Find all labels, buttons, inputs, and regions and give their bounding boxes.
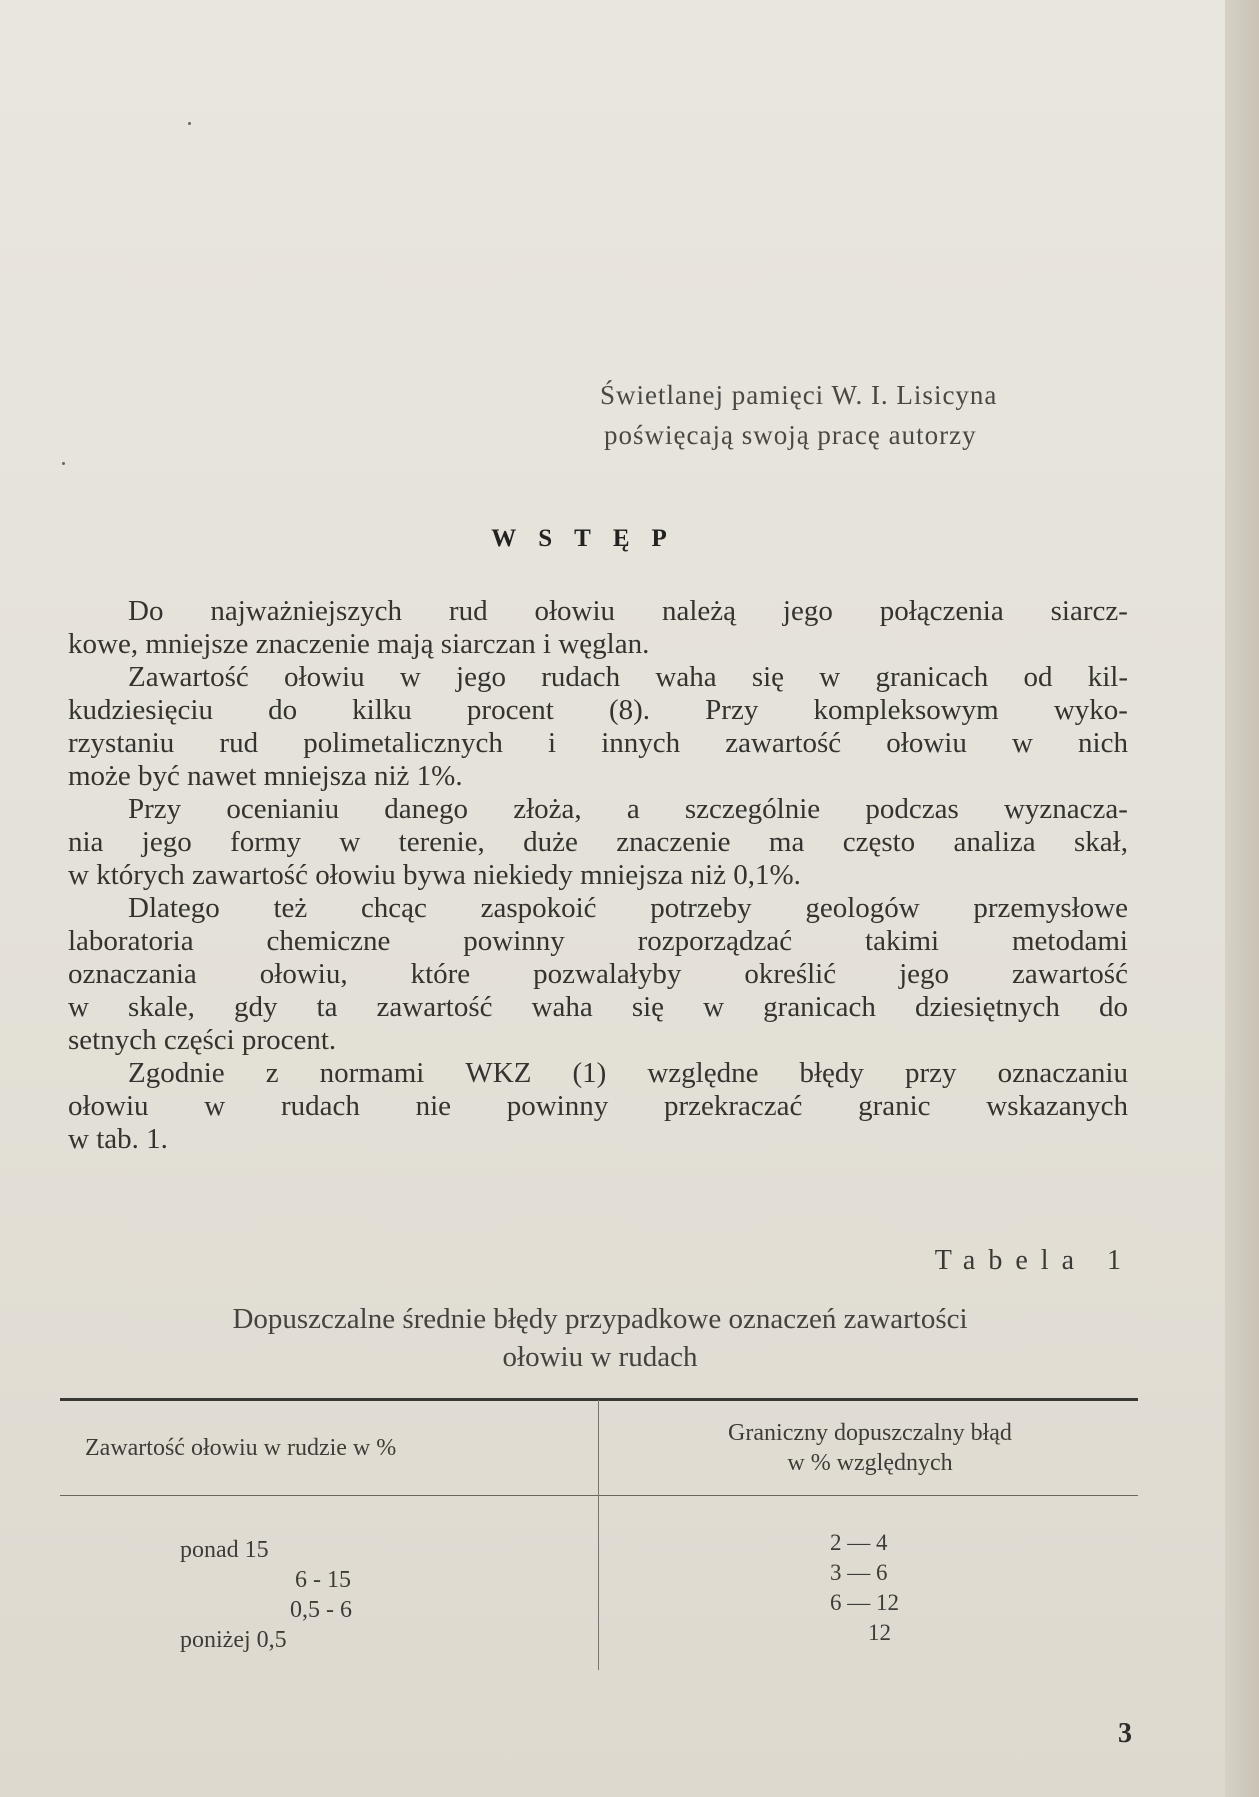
body-line: Dlatego też chcąc zaspokoić potrzeby geologów przemysłowe xyxy=(128,892,1128,924)
body-line: kowe, mniejsze znaczenie mają siarczan i węglan. xyxy=(68,628,650,660)
body-line: w skale, gdy ta zawartość waha się w granicach dziesiętnych do xyxy=(68,991,1128,1023)
table-column-header-line: w % względnych xyxy=(787,1450,953,1476)
table-cell: poniżej 0,5 xyxy=(180,1627,287,1653)
page-edge-shadow xyxy=(1225,0,1259,1797)
section-heading: WSTĘP xyxy=(491,525,689,552)
table-cell: 12 xyxy=(868,1620,891,1645)
paper-speck xyxy=(188,122,191,125)
paper-speck xyxy=(62,462,65,465)
table-error-column xyxy=(830,1528,899,1648)
body-line: nia jego formy w terenie, duże znaczenie ma często analiza skał, xyxy=(68,826,1128,858)
table-cell: 3 — 6 xyxy=(830,1560,888,1585)
table-cell: 6 - 15 xyxy=(295,1567,351,1593)
table-cell: 2 — 4 xyxy=(830,1530,888,1555)
body-line: Przy ocenianiu danego złoża, a szczególnie podczas wyznacza- xyxy=(128,793,1128,825)
body-line: w tab. 1. xyxy=(68,1123,168,1155)
table-cell: 0,5 - 6 xyxy=(290,1597,352,1623)
body-line: kudziesięciu do kilku procent (8). Przy kompleksowym wyko- xyxy=(68,694,1128,726)
body-text xyxy=(68,595,1128,1156)
body-line: ołowiu w rudach nie powinny przekraczać granic wskazanych xyxy=(68,1090,1128,1122)
body-line: w których zawartość ołowiu bywa niekiedy mniejsza niż 0,1%. xyxy=(68,859,801,891)
body-line: rzystaniu rud polimetalicznych i innych zawartość ołowiu w nich xyxy=(68,727,1128,759)
dedication-line: poświęcają swoją pracę autorzy xyxy=(604,420,977,450)
page-number: 3 xyxy=(1118,1718,1132,1749)
table-cell: ponad 15 xyxy=(180,1537,269,1563)
table-content-column xyxy=(180,1535,352,1655)
dedication xyxy=(600,375,1120,455)
body-line: Do najważniejszych rud ołowiu należą jego połączenia siarcz- xyxy=(128,595,1128,627)
table-cell: 6 — 12 xyxy=(830,1590,899,1615)
body-line: może być nawet mniejsza niż 1%. xyxy=(68,760,463,792)
body-line: oznaczania ołowiu, które pozwalałyby określić jego zawartość xyxy=(68,958,1128,990)
body-line: Zgodnie z normami WKZ (1) względne błędy przy oznaczaniu xyxy=(128,1057,1128,1089)
table-column-header-line: Graniczny dopuszczalny błąd xyxy=(728,1420,1012,1446)
table-column-divider xyxy=(598,1400,599,1670)
body-line: setnych części procent. xyxy=(68,1024,337,1056)
table-header-rule xyxy=(60,1495,1138,1496)
table-column-header xyxy=(610,1418,1130,1478)
dedication-line: Świetlanej pamięci W. I. Lisicyna xyxy=(600,380,998,410)
table-title xyxy=(60,1300,1140,1376)
body-line: Zawartość ołowiu w jego rudach waha się w granicach od kil- xyxy=(128,661,1128,693)
body-line: laboratoria chemiczne powinny rozporządzać takimi metodami xyxy=(68,925,1128,957)
table-title-line: ołowiu w rudach xyxy=(502,1341,698,1373)
table-title-line: Dopuszczalne średnie błędy przypadkowe oznaczeń zawartości xyxy=(232,1303,968,1335)
table-top-rule xyxy=(60,1398,1138,1401)
table-column-header: Zawartość ołowiu w rudzie w % xyxy=(85,1435,397,1461)
table-label: Tabela 1 xyxy=(934,1245,1134,1276)
